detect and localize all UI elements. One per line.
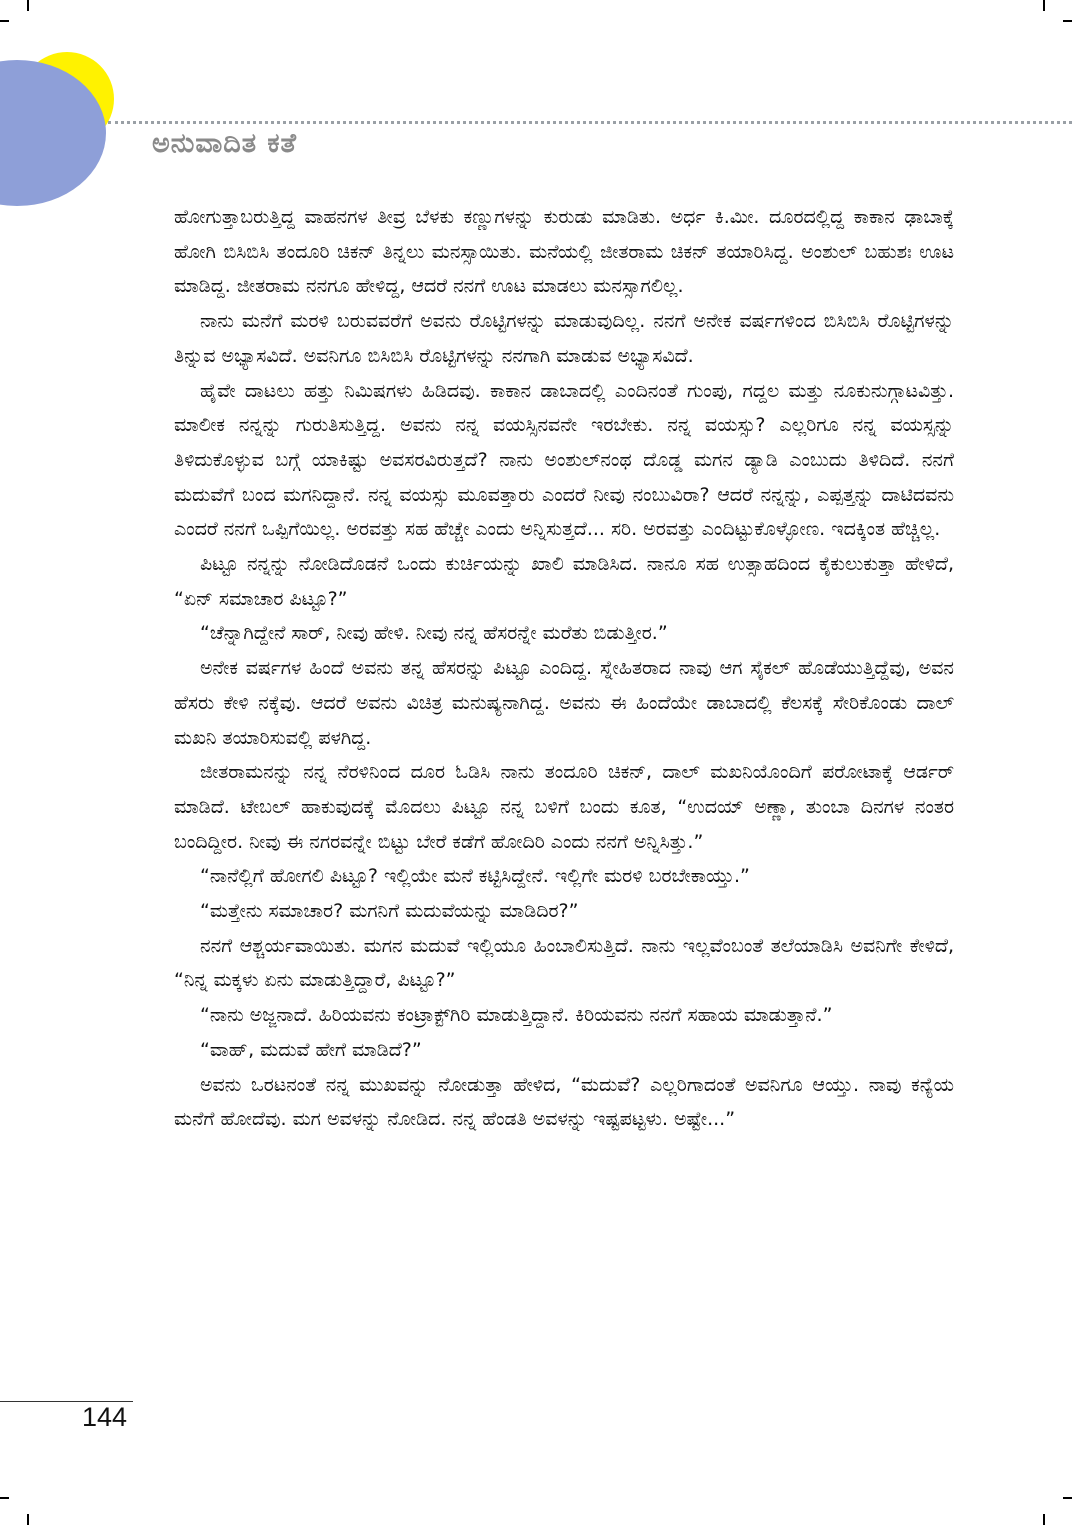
paragraph-1: ಹೋಗುತ್ತಾಬರುತ್ತಿದ್ದ ವಾಹನಗಳ ತೀವ್ರ ಬೆಳಕು ಕಣ್ಣುಗಳನ್ನು ಕುರುಡು ಮಾಡಿತು. ಅರ್ಧ ಕಿ.ಮೀ. ದೂರದಲ್ಲಿದ್ದ ಕಾಕಾನ ಢಾಬಾಕ್ಕೆ ಹೋಗಿ ಬಿಸಿಬಿಸಿ ತಂದೂರಿ ಚಿಕನ್ ತಿನ್ನಲು ಮನಸ್ಸಾಯಿತು. ಮನೆಯಲ್ಲಿ ಜೀತರಾಮ ಚಿಕನ್ ತಯಾರಿಸಿದ್ದ. ಅಂಶುಲ್ ಬಹುಶಃ ಊಟ ಮಾಡಿದ್ದ. ಜೀತರಾಮ ನನಗೂ ಹೇಳಿದ್ದ, ಆದರೆ ನನಗೆ ಊಟ ಮಾಡಲು ಮನಸ್ಸಾಗಲಿಲ್ಲ. (174, 206, 954, 298)
section-title: ಅನುವಾದಿತ ಕತೆ (152, 128, 297, 159)
paragraph-5: “ಚೆನ್ನಾಗಿದ್ದೇನೆ ಸಾರ್, ನೀವು ಹೇಳಿ. ನೀವು ನನ್ನ ಹೆಸರನ್ನೇ ಮರೆತು ಬಿಡುತ್ತೀರ.” (200, 622, 668, 645)
paragraph-10: ನನಗೆ ಆಶ್ಚರ್ಯವಾಯಿತು. ಮಗನ ಮದುವೆ ಇಲ್ಲಿಯೂ ಹಿಂಬಾಲಿಸುತ್ತಿದೆ. ನಾನು ಇಲ್ಲವೆಂಬಂತೆ ತಲೆಯಾಡಿಸಿ ಅವನಿಗೇ ಕೇಳಿದೆ, “ನಿನ್ನ ಮಕ್ಕಳು ಏನು ಮಾಡುತ್ತಿದ್ದಾರೆ, ಪಿಟ್ಟೂ?” (174, 934, 954, 992)
paragraph-6: ಅನೇಕ ವರ್ಷಗಳ ಹಿಂದೆ ಅವನು ತನ್ನ ಹೆಸರನ್ನು ಪಿಟ್ಟೂ ಎಂದಿದ್ದ. ಸ್ನೇಹಿತರಾದ ನಾವು ಆಗ ಸೈಕಲ್ ಹೊಡೆಯುತ್ತಿದ್ದೆವು, ಅವನ ಹೆಸರು ಕೇಳಿ ನಕ್ಕೆವು. ಆದರೆ ಅವನು ವಿಚಿತ್ರ ಮನುಷ್ಯನಾಗಿದ್ದ. ಅವನು ಈ ಹಿಂದೆಯೇ ಡಾಬಾದಲ್ಲಿ ಕೆಲಸಕ್ಕೆ ಸೇರಿಕೊಂಡು ದಾಲ್ ಮಖನಿ ತಯಾರಿಸುವಲ್ಲಿ ಪಳಗಿದ್ದ. (174, 657, 954, 749)
paragraph-11: “ನಾನು ಅಜ್ಜನಾದೆ. ಹಿರಿಯವನು ಕಂಟ್ರಾಕ್ಟ್‌ಗಿರಿ ಮಾಡುತ್ತಿದ್ದಾನೆ. ಕಿರಿಯವನು ನನಗೆ ಸಹಾಯ ಮಾಡುತ್ತಾನೆ.” (200, 1004, 833, 1027)
paragraph-12: “ವಾಹ್, ಮದುವೆ ಹೇಗೆ ಮಾಡಿದೆ?” (200, 1038, 422, 1061)
paragraph-9: “ಮತ್ತೇನು ಸಮಾಚಾರ? ಮಗನಿಗೆ ಮದುವೆಯನ್ನು ಮಾಡಿದಿರ?” (200, 900, 579, 923)
paragraph-4: ಪಿಟ್ಟೂ ನನ್ನನ್ನು ನೋಡಿದೊಡನೆ ಒಂದು ಕುರ್ಚಿಯನ್ನು ಖಾಲಿ ಮಾಡಿಸಿದ. ನಾನೂ ಸಹ ಉತ್ಸಾಹದಿಂದ ಕೈಕುಲುಕುತ್ತಾ ಹೇಳಿದೆ, “ಏನ್ ಸಮಾಚಾರ ಪಿಟ್ಟೂ?” (174, 553, 954, 610)
paragraph-2: ನಾನು ಮನೆಗೆ ಮರಳಿ ಬರುವವರೆಗೆ ಅವನು ರೊಟ್ಟಿಗಳನ್ನು ಮಾಡುವುದಿಲ್ಲ. ನನಗೆ ಅನೇಕ ವರ್ಷಗಳಿಂದ ಬಿಸಿಬಿಸಿ ರೊಟ್ಟಿಗಳನ್ನು ತಿನ್ನುವ ಅಭ್ಯಾಸವಿದೆ. ಅವನಿಗೂ ಬಿಸಿಬಿಸಿ ರೊಟ್ಟಿಗಳನ್ನು ನನಗಾಗಿ ಮಾಡುವ ಅಭ್ಯಾಸವಿದೆ. (174, 310, 954, 367)
page-number: 144 (82, 1402, 128, 1432)
paragraph-13: ಅವನು ಒರಟನಂತೆ ನನ್ನ ಮುಖವನ್ನು ನೋಡುತ್ತಾ ಹೇಳಿದ, “ಮದುವೆ? ಎಲ್ಲರಿಗಾದಂತೆ ಅವನಿಗೂ ಆಯ್ತು. ನಾವು ಕನ್ಯೆಯ ಮನೆಗೆ ಹೋದೆವು. ಮಗ ಅವಳನ್ನು ನೋಡಿದ. ನನ್ನ ಹೆಂಡತಿ ಅವಳನ್ನು ಇಷ್ಟಪಟ್ಟಳು. ಅಷ್ಟೇ...” (174, 1073, 954, 1131)
crop-mark-bottom-left (27, 1514, 29, 1525)
paragraph-3: ಹೈವೇ ದಾಟಲು ಹತ್ತು ನಿಮಿಷಗಳು ಹಿಡಿದವು. ಕಾಕಾನ ಡಾಬಾದಲ್ಲಿ ಎಂದಿನಂತೆ ಗುಂಪು, ಗದ್ದಲ ಮತ್ತು ನೂಕುನುಗ್ಗಾಟವಿತ್ತು. ಮಾಲೀಕ ನನ್ನನ್ನು ಗುರುತಿಸುತ್ತಿದ್ದ. ಅವನು ನನ್ನ ವಯಸ್ಸಿನವನೇ ಇರಬೇಕು. ನನ್ನ ವಯಸ್ಸು? ಎಲ್ಲರಿಗೂ ನನ್ನ ವಯಸ್ಸನ್ನು ತಿಳಿದುಕೊಳ್ಳುವ ಬಗ್ಗೆ ಯಾಕಿಷ್ಟು ಅವಸರವಿರುತ್ತದೆ? ನಾನು ಅಂಶುಲ್‌ನಂಥ ದೊಡ್ಡ ಮಗನ ಡ್ಯಾಡಿ ಎಂಬುದು ತಿಳಿದಿದೆ. ನನಗೆ ಮದುವೆಗೆ ಬಂದ ಮಗನಿದ್ದಾನೆ. ನನ್ನ ವಯಸ್ಸು ಮೂವತ್ತಾರು ಎಂದರೆ ನೀವು ನಂಬುವಿರಾ? ಆದರೆ ನನ್ನನ್ನು, ಎಪ್ಪತ್ತನ್ನು ದಾಟಿದವನು ಎಂದರೆ ನನಗೆ ಒಪ್ಪಿಗೆಯಿಲ್ಲ. ಅರವತ್ತು ಸಹ ಹೆಚ್ಚೇ ಎಂದು ಅನ್ನಿಸುತ್ತದೆ... ಸರಿ. ಅರವತ್ತು ಎಂದಿಟ್ಟುಕೊಳ್ಳೋಣ. ಇದಕ್ಕಿಂತ ಹೆಚ್ಚಿಲ್ಲ. (174, 379, 954, 541)
crop-mark-bottom-right (1043, 1514, 1045, 1525)
crop-mark-top-right-side (1063, 20, 1072, 22)
crop-mark-top-left (27, 0, 29, 11)
paragraph-8: “ನಾನೆಲ್ಲಿಗೆ ಹೋಗಲಿ ಪಿಟ್ಟೂ? ಇಲ್ಲಿಯೇ ಮನೆ ಕಟ್ಟಿಸಿದ್ದೇನೆ. ಇಲ್ಲಿಗೇ ಮರಳಿ ಬರಬೇಕಾಯ್ತು.” (200, 865, 750, 888)
story-body (174, 200, 954, 1137)
crop-mark-bottom-right-side (1063, 1497, 1072, 1499)
crop-mark-bottom-left-side (0, 1497, 9, 1499)
paragraph-7: ಜೀತರಾಮನನ್ನು ನನ್ನ ನೆರಳಿನಿಂದ ದೂರ ಓಡಿಸಿ ನಾನು ತಂದೂರಿ ಚಿಕನ್, ದಾಲ್ ಮಖನಿಯೊಂದಿಗೆ ಪರೋಟಾಕ್ಕೆ ಆರ್ಡರ್ ಮಾಡಿದೆ. ಟೇಬಲ್ ಹಾಕುವುದಕ್ಕೆ ಮೊದಲು ಪಿಟ್ಟೂ ನನ್ನ ಬಳಿಗೆ ಬಂದು ಕೂತ, “ಉದಯ್ ಅಣ್ಣಾ, ತುಂಬಾ ದಿನಗಳ ನಂತರ ಬಂದಿದ್ದೀರ. ನೀವು ಈ ನಗರವನ್ನೇ ಬಿಟ್ಟು ಬೇರೆ ಕಡೆಗೆ ಹೋದಿರಿ ಎಂದು ನನಗೆ ಅನ್ನಿಸಿತ್ತು.” (174, 761, 954, 853)
crop-mark-top-right (1043, 0, 1045, 11)
crop-mark-top-left-side (0, 20, 9, 22)
header-dotted-rule (108, 121, 1072, 124)
